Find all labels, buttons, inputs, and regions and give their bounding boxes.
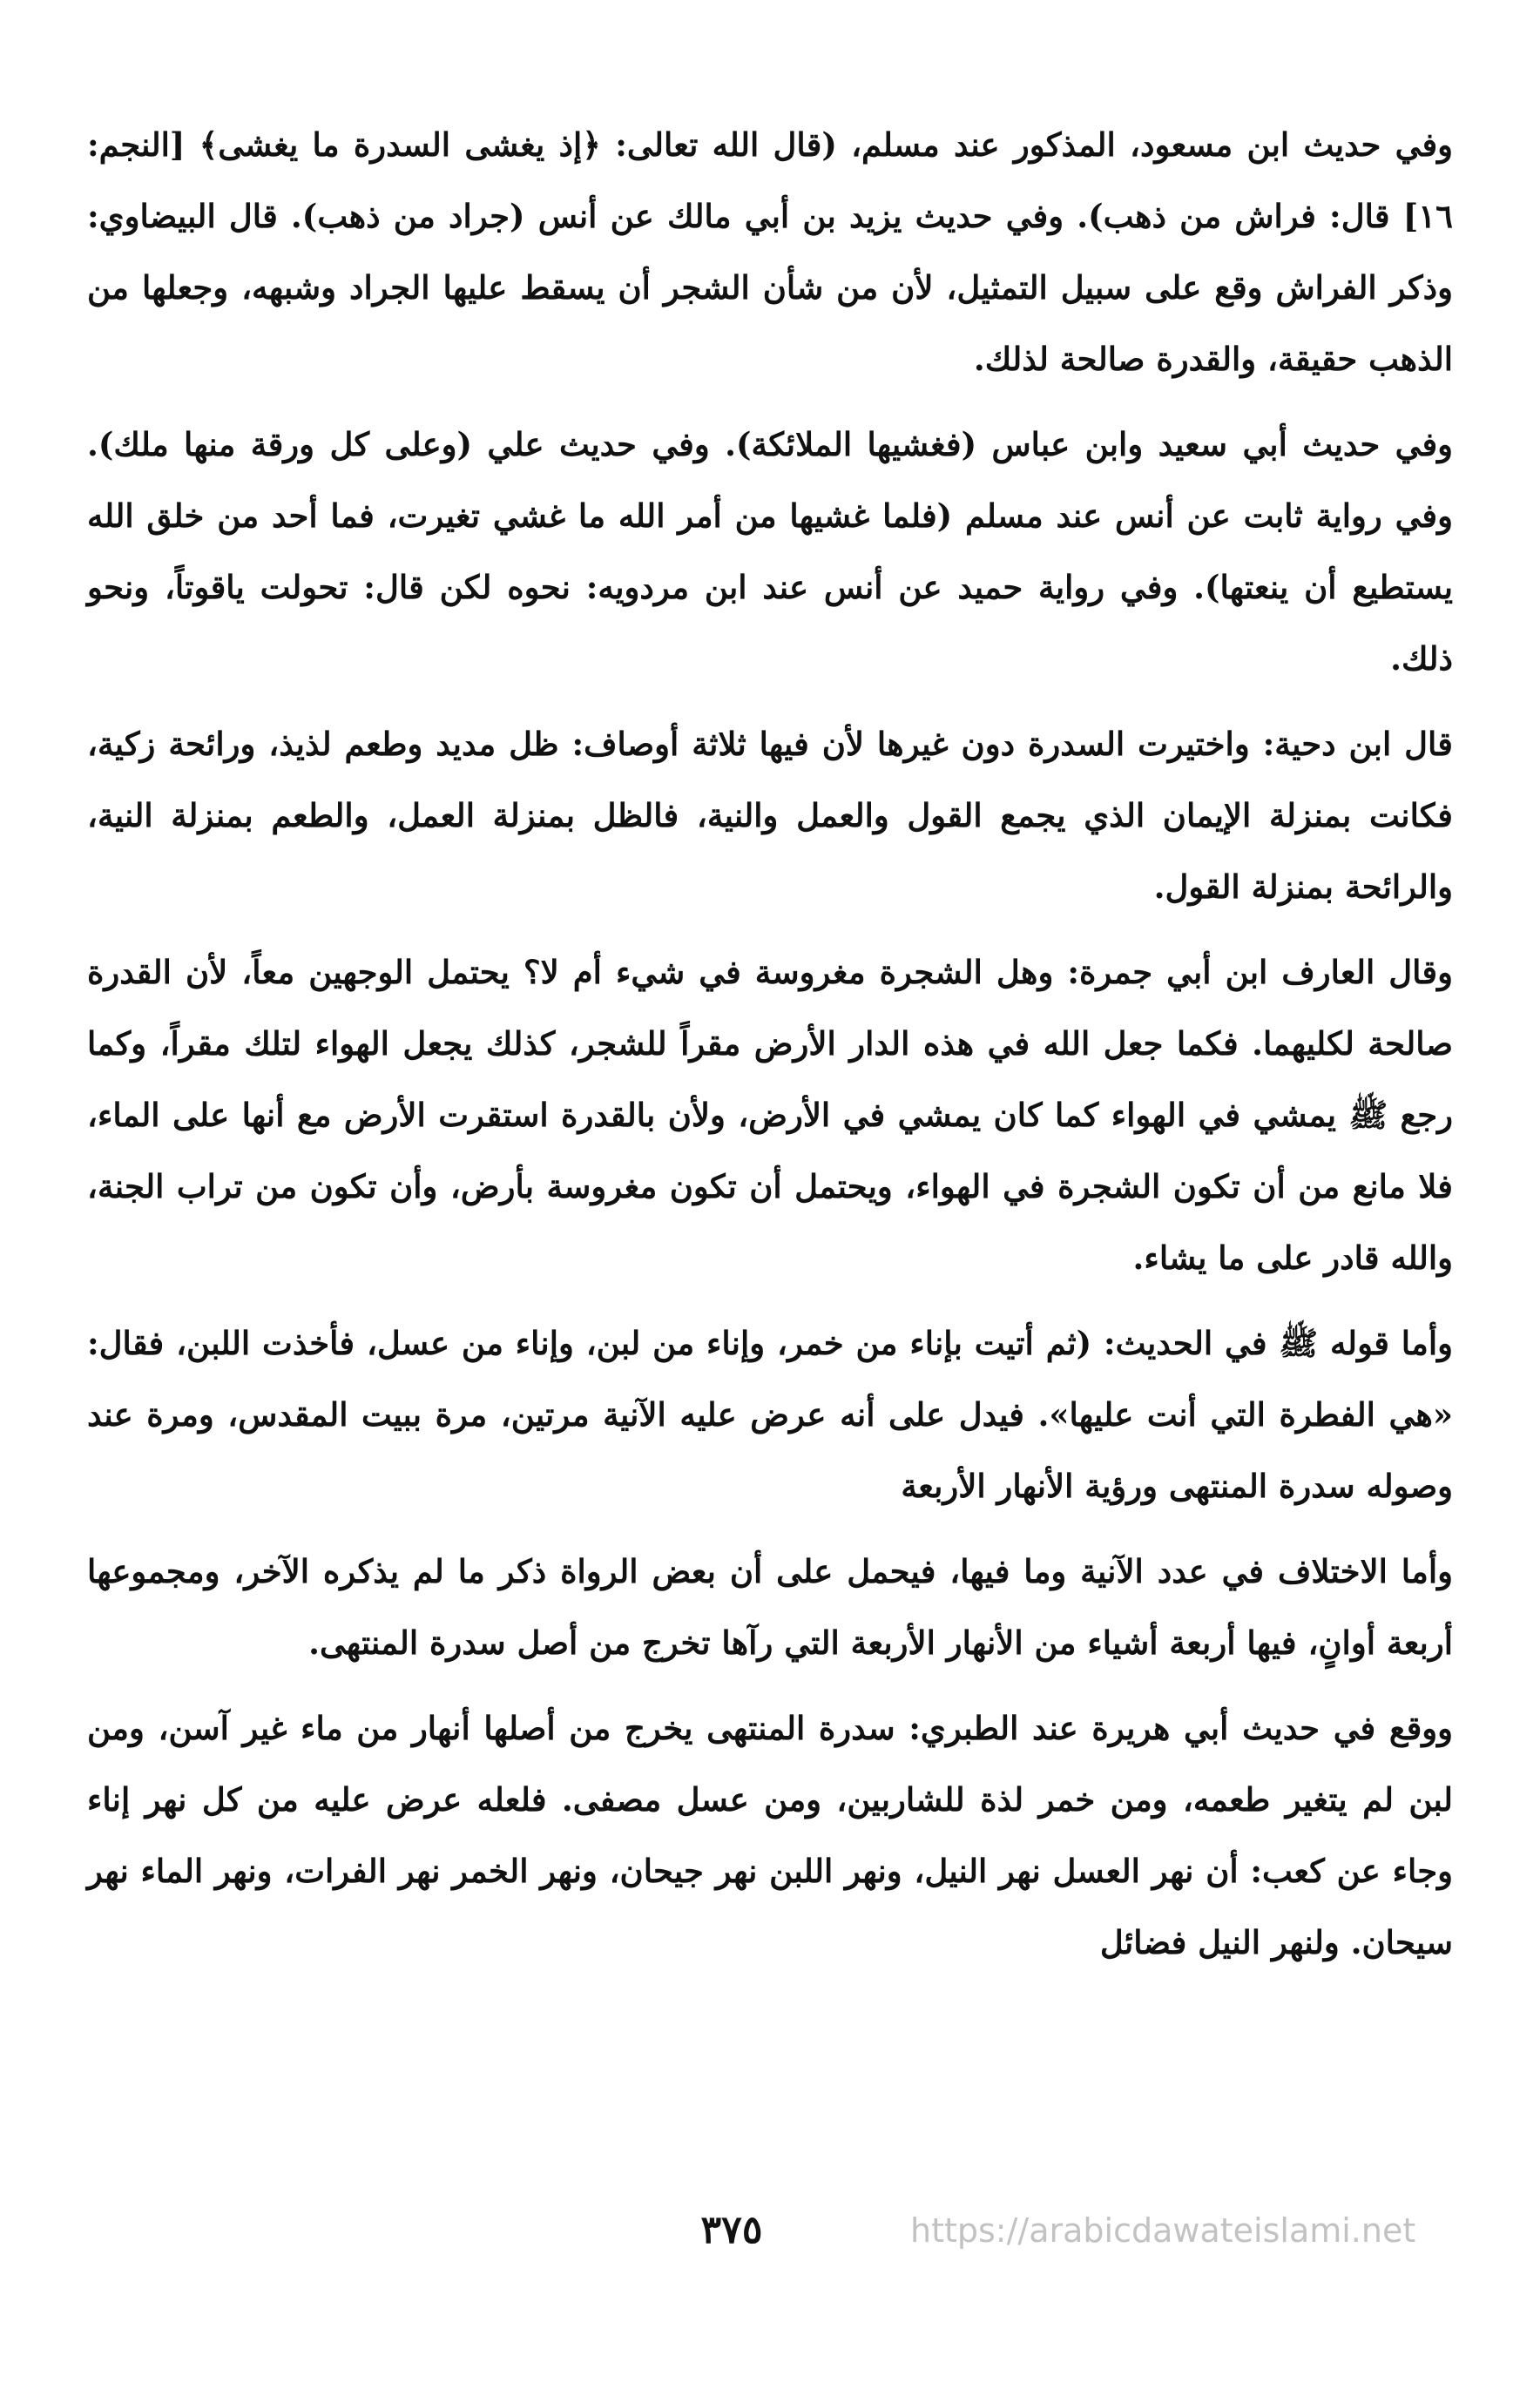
paragraph-ibn-dihya: قال ابن دحية: واختيرت السدرة دون غيرها لأن فيها ثلاثة أوصاف: ظل مديد وطعم لذيذ، ورائحة زكية، فكانت بمنزلة الإيمان الذي يجمع القول والعمل والنية، فالظل بمنزلة العمل، والطعم بمنزلة النية، والرائحة بمنزلة القول. [87,725,1453,906]
page-body [87,109,1453,1992]
page-footer [0,2208,1540,2278]
paragraph-abi-said: وفي حديث أبي سعيد وابن عباس (فغشيها الملائكة). وفي حديث علي (وعلى كل ورقة منها ملك). وفي رواية ثابت عن أنس عند مسلم (فلما غشيها من أمر الله ما غشي تغيرت، فما أحد من خلق الله يستطيع أن ينعتها). وفي رواية حميد عن أنس عند ابن مردويه: نحوه لكن قال: تحولت ياقوتاً، ونحو ذلك. [87,425,1453,678]
paragraph-abi-hurayra: ووقع في حديث أبي هريرة عند الطبري: سدرة المنتهى يخرج من أصلها أنهار من ماء غير آسن، ومن لبن لم يتغير طعمه، ومن خمر لذة للشاربين، ومن عسل مصفى. فلعله عرض عليه من كل نهر إناء وجاء عن كعب: أن نهر العسل نهر النيل، ونهر اللبن نهر جيحان، ونهر الخمر نهر الفرات، ونهر الماء نهر سيحان. ولنهر النيل فضائل [87,1709,1453,1961]
page-number: ٣٧٥ [700,2208,763,2252]
paragraph-difference: وأما الاختلاف في عدد الآنية وما فيها، فيحمل على أن بعض الرواة ذكر ما لم يذكره الآخر، ومجموعها أربعة أوانٍ، فيها أربعة أشياء من الأنهار الأربعة التي رآها تخرج من أصل سدرة المنتهى. [87,1552,1453,1662]
paragraph-ibn-abi-jamra: وقال العارف ابن أبي جمرة: وهل الشجرة مغروسة في شيء أم لا؟ يحتمل الوجهين معاً، لأن القدرة صالحة لكليهما. فكما جعل الله في هذه الدار الأرض مقراً للشجر، كذلك يجعل الهواء لتلك مقراً، وكما رجع ﷺ يمشي في الهواء كما كان يمشي في الأرض، ولأن بالقدرة استقرت الأرض مع أنها على الماء، فلا مانع من أن تكون الشجرة في الهواء، ويحتمل أن تكون مغروسة بأرض، وأن تكون من تراب الجنة، والله قادر على ما يشاء. [87,953,1453,1277]
paragraph-ibn-masud: وفي حديث ابن مسعود، المذكور عند مسلم، (قال الله تعالى: ﴿إذ يغشى السدرة ما يغشى﴾ [النجم: ١٦] قال: فراش من ذهب). وفي حديث يزيد بن أبي مالك عن أنس (جراد من ذهب). قال البيضاوي: وذكر الفراش وقع على سبيل التمثيل، لأن من شأن الشجر أن يسقط عليها الجراد وشبهه، وجعلها من الذهب حقيقة، والقدرة صالحة لذلك. [87,125,1453,378]
paragraph-vessels: وأما قوله ﷺ في الحديث: (ثم أتيت بإناء من خمر، وإناء من لبن، وإناء من عسل، فأخذت اللبن، فقال: «هي الفطرة التي أنت عليها». فيدل على أنه عرض عليه الآنية مرتين، مرة ببيت المقدس، ومرة عند وصوله سدرة المنتهى ورؤية الأنهار الأربعة [87,1324,1453,1505]
watermark-url: https://arabicdawateislami.net [910,2211,1416,2250]
